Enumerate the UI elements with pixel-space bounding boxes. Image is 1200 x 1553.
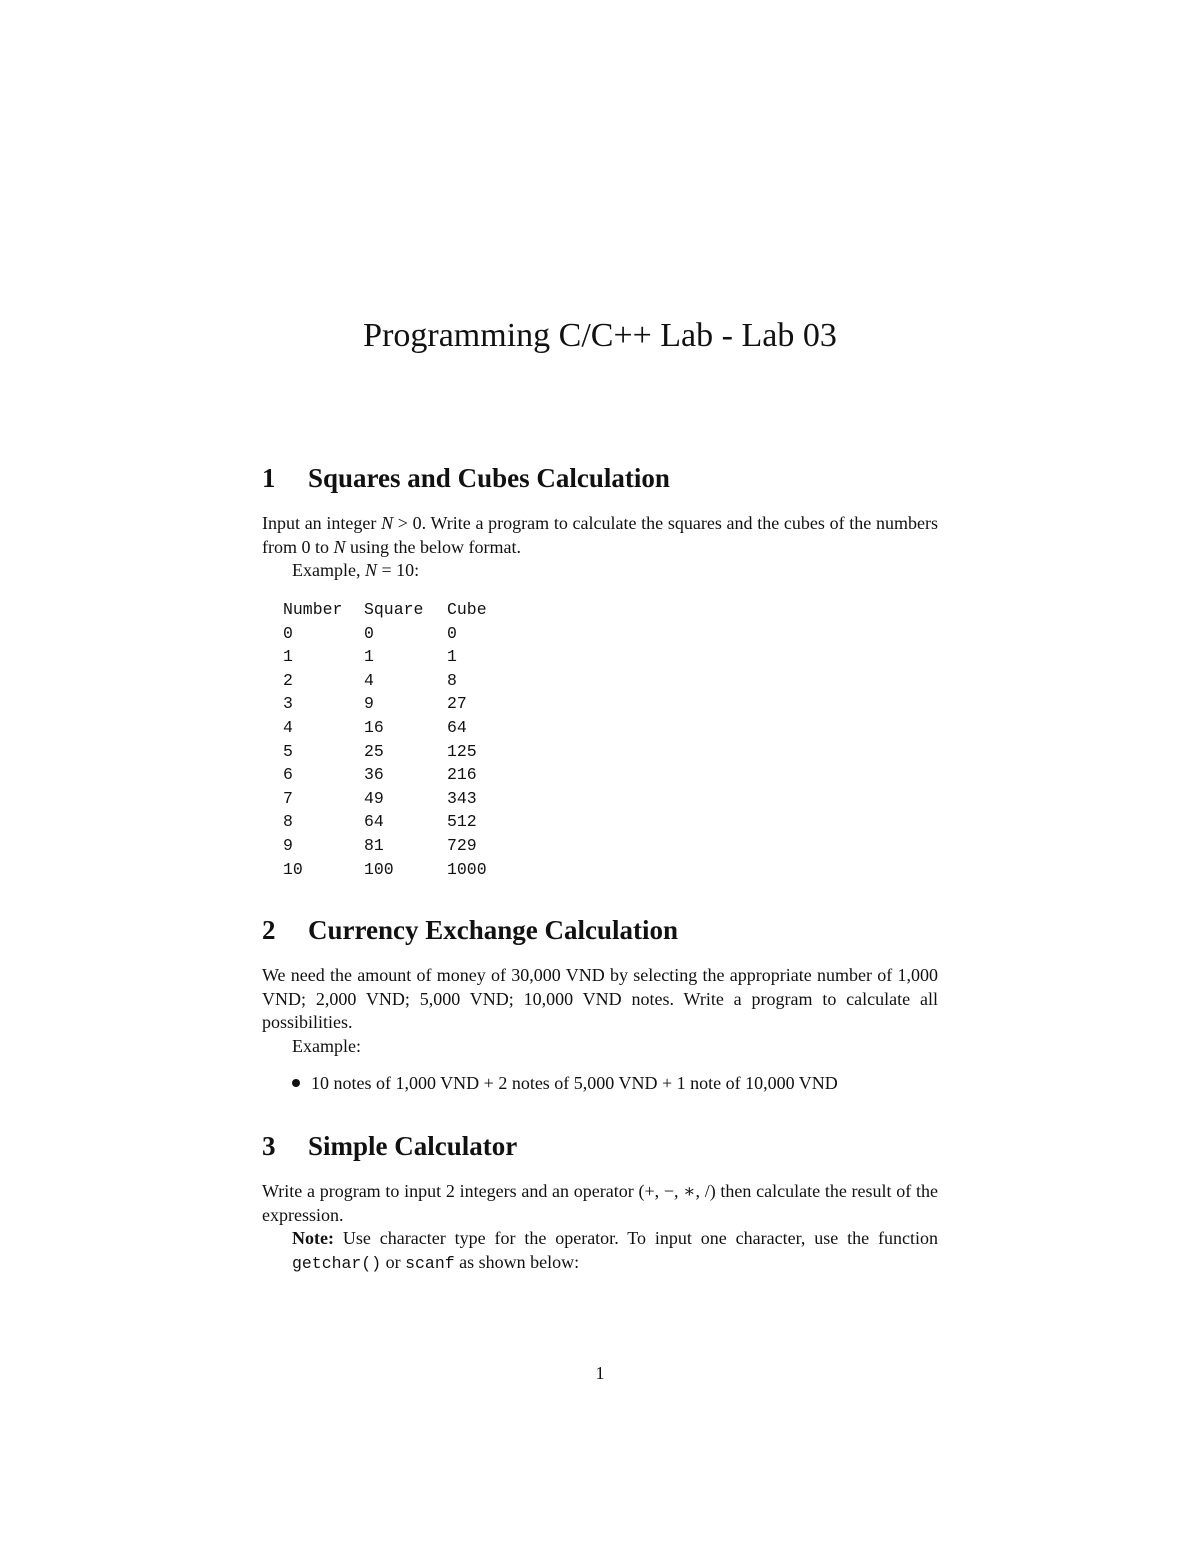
table-cell: 343: [447, 788, 477, 808]
section-3-note: Note: Use character type for the operator. To input one character, use the function getchar() or scanf as shown below:: [292, 1228, 938, 1273]
table-row: [283, 858, 527, 882]
section-1-example-line: Example, N = 10:: [292, 560, 420, 581]
section-title: Currency Exchange Calculation: [308, 915, 678, 945]
section-3-heading: [262, 1129, 517, 1163]
table-row: [283, 763, 527, 787]
table-cell: 7: [283, 788, 293, 808]
code-scanf: scanf: [405, 1253, 455, 1273]
table-cell: 4: [364, 670, 374, 690]
bullet-icon: [292, 1079, 300, 1087]
table-cell: 2: [283, 670, 293, 690]
table-cell: 100: [364, 859, 394, 879]
table-cell: 3: [283, 694, 293, 714]
table-header: Number: [283, 600, 343, 619]
section-2-heading: [262, 913, 678, 947]
table-cell: 64: [364, 812, 384, 832]
table-header-row: [283, 598, 527, 622]
code-getchar: getchar(): [292, 1253, 382, 1273]
table-cell: 1: [283, 647, 293, 667]
section-1-heading: [262, 461, 670, 495]
table-cell: 8: [447, 670, 457, 690]
section-title: Simple Calculator: [308, 1131, 518, 1161]
table-cell: 216: [447, 765, 477, 785]
table-cell: 0: [364, 623, 374, 643]
table-header: Square: [364, 600, 424, 619]
table-cell: 5: [283, 741, 293, 761]
table-row: [283, 834, 527, 858]
squares-cubes-table: [283, 598, 527, 881]
table-cell: 512: [447, 812, 477, 832]
table-cell: 9: [364, 694, 374, 714]
table-cell: 4: [283, 717, 293, 737]
table-cell: 16: [364, 717, 384, 737]
table-header: Cube: [447, 600, 487, 619]
table-row: [283, 740, 527, 764]
list-item: [292, 1072, 838, 1096]
section-2-example-label: Example:: [292, 1035, 361, 1056]
table-cell: 10: [283, 859, 303, 879]
table-cell: 1000: [447, 859, 487, 879]
table-cell: 1: [364, 647, 374, 667]
section-title: Squares and Cubes Calculation: [308, 463, 670, 493]
table-cell: 9: [283, 835, 293, 855]
table-row: [283, 716, 527, 740]
table-cell: 0: [447, 623, 457, 643]
table-cell: 8: [283, 812, 293, 832]
section-number: 1: [262, 463, 276, 493]
table-cell: 49: [364, 788, 384, 808]
table-cell: 81: [364, 835, 384, 855]
section-number: 3: [262, 1131, 276, 1161]
table-cell: 0: [283, 623, 293, 643]
table-cell: 27: [447, 694, 467, 714]
list-item-text: 10 notes of 1,000 VND + 2 notes of 5,000 VND + 1 note of 10,000 VND: [311, 1073, 838, 1093]
table-row: [283, 622, 527, 646]
document-title: Programming C/C++ Lab - Lab 03: [363, 317, 837, 354]
table-row: [283, 787, 527, 811]
section-number: 2: [262, 915, 276, 945]
table-row: [283, 669, 527, 693]
table-cell: 36: [364, 765, 384, 785]
table-row: [283, 645, 527, 669]
section-3-body: Write a program to input 2 integers and an operator (+, −, ∗, /) then calculate the result of the expression. Note: Use character type for the operator. To input one character, use the function getchar() or scanf as shown below:: [262, 1180, 938, 1275]
note-label: Note:: [292, 1228, 334, 1249]
section-2-body: We need the amount of money of 30,000 VND by selecting the appropriate number of 1,000 VND; 2,000 VND; 5,000 VND; 10,000 VND notes. Write a program to calculate all possibilities. Example:: [262, 964, 938, 1058]
table-cell: 729: [447, 835, 477, 855]
table-row: [283, 692, 527, 716]
table-cell: 25: [364, 741, 384, 761]
table-cell: 6: [283, 765, 293, 785]
table-cell: 64: [447, 717, 467, 737]
section-1-intro: Input an integer N > 0. Write a program to calculate the squares and the cubes of the numbers from 0 to N using the below format. Example, N = 10:: [262, 512, 938, 583]
table-cell: 1: [447, 647, 457, 667]
table-cell: 125: [447, 741, 477, 761]
page-number: 1: [595, 1363, 605, 1383]
table-row: [283, 810, 527, 834]
